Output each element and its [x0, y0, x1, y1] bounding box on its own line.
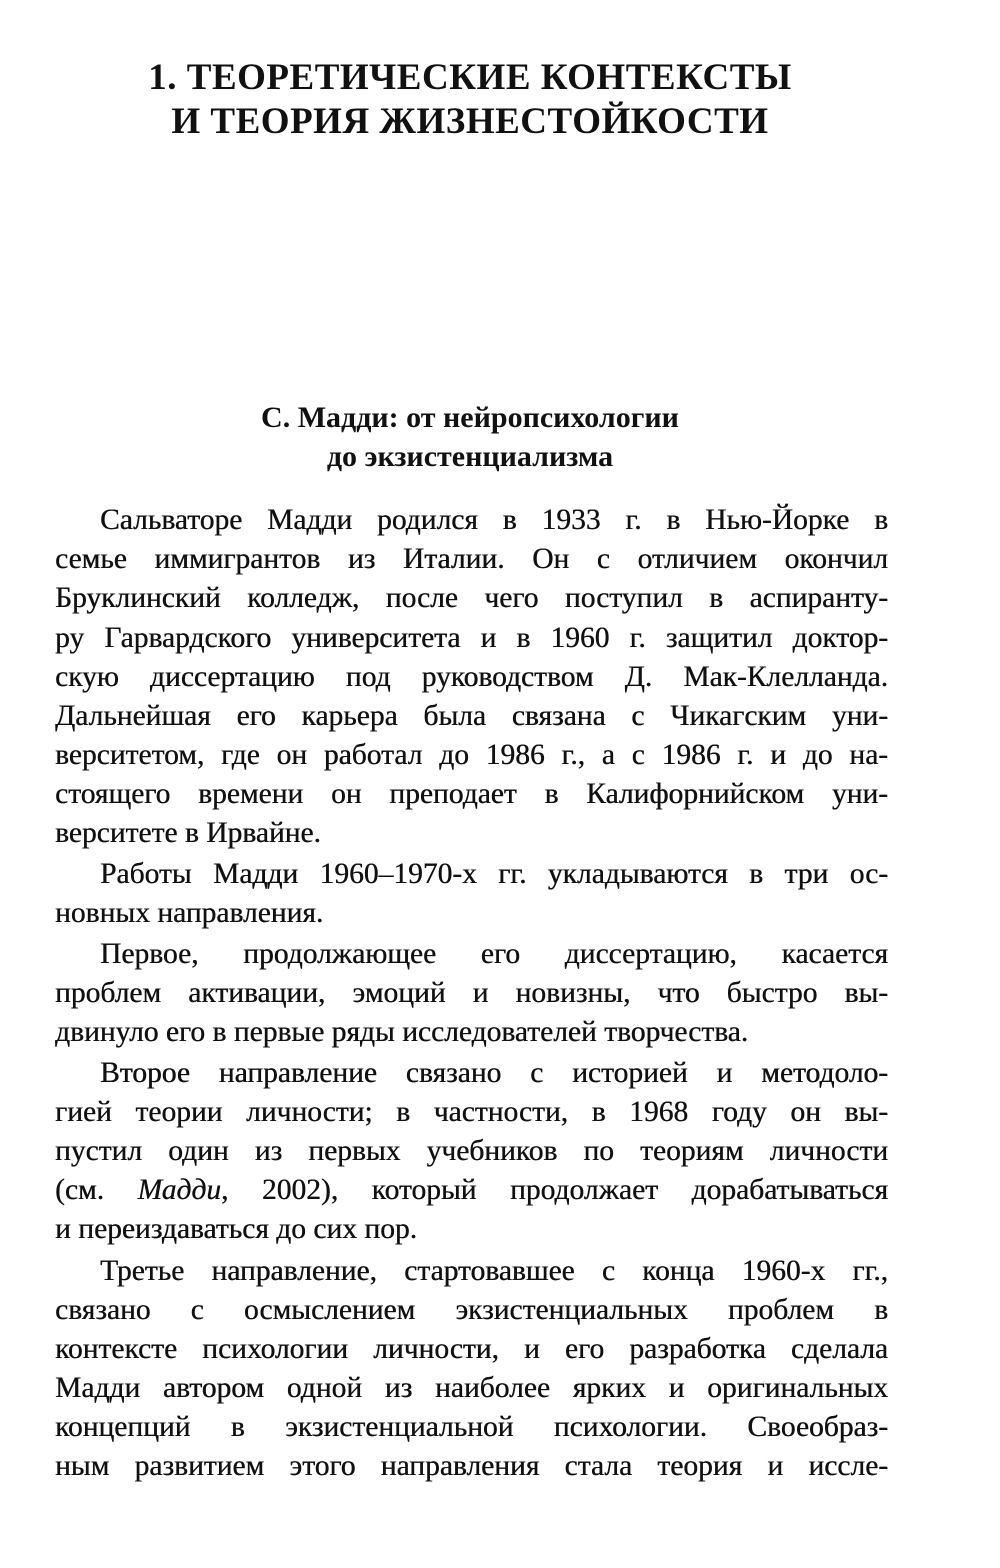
text-line: [55, 1371, 888, 1405]
text-segment: Работы Мадди 1960–1970-х гг. укладываются в три ос-: [100, 858, 888, 890]
text-segment: Мадди автором одной из наиболее ярких и оригинальных: [55, 1372, 888, 1404]
text-line: [55, 816, 888, 850]
text-line: [55, 1134, 888, 1168]
text-line: [55, 1173, 888, 1207]
chapter-title-line: 1. ТЕОРЕТИЧЕСКИЕ КОНТЕКСТЫ: [148, 57, 792, 98]
text-segment: Первое, продолжающее его диссертацию, касается: [100, 938, 888, 970]
text-line: [55, 1293, 888, 1327]
text-segment: новных направления.: [55, 897, 324, 929]
text-segment: скую диссертацию под руководством Д. Мак-Клелланда.: [55, 661, 888, 693]
text-segment: двинуло его в первые ряды исследователей творчества.: [55, 1016, 749, 1048]
text-segment: контексте психологии личности, и его разработка сделала: [55, 1333, 888, 1365]
text-line: [100, 503, 888, 537]
text-segment: (см.: [55, 1174, 138, 1206]
text-segment: пустил один из первых учебников по теориям личности: [55, 1135, 888, 1167]
text-segment: гией теории личности; в частности, в 1968 году он вы-: [55, 1096, 888, 1128]
text-line: [55, 1095, 888, 1129]
text-line: [55, 777, 888, 811]
text-segment: и переиздаваться до сих пор.: [55, 1213, 417, 1245]
text-line: [100, 1056, 888, 1090]
text-segment: Второе направление связано с историей и методоло-: [100, 1057, 888, 1089]
text-segment: ным развитием этого направления стала теория и иссле-: [55, 1450, 888, 1482]
text-line: [55, 1015, 888, 1049]
text-segment: Бруклинский колледж, после чего поступил в аспиранту-: [55, 582, 888, 614]
text-line: [55, 1449, 888, 1483]
text-line: [100, 1254, 888, 1288]
text-line: [55, 1410, 888, 1444]
section-title-line: С. Мадди: от нейропсихологии: [261, 401, 679, 434]
text-segment: , 2002), который продолжает дорабатываться: [221, 1174, 888, 1206]
text-line: [55, 1212, 888, 1246]
text-segment: Дальнейшая его карьера была связана с Чикагским уни-: [55, 700, 888, 732]
italic-citation: Мадди: [137, 1174, 221, 1206]
text-segment: семье иммигрантов из Италии. Он с отличием окончил: [55, 543, 888, 575]
text-line: [55, 621, 888, 655]
text-segment: связано с осмыслением экзистенциальных проблем в: [55, 1294, 888, 1326]
text-line: [55, 896, 888, 930]
text-segment: проблем активации, эмоций и новизны, что быстро вы-: [55, 977, 888, 1009]
text-segment: верситете в Ирвайне.: [55, 817, 321, 849]
text-line: [55, 660, 888, 694]
text-segment: Третье направление, стартовавшее с конца 1960-х гг.,: [100, 1255, 888, 1287]
text-segment: ру Гарвардского университета и в 1960 г. защитил доктор-: [55, 622, 888, 654]
section-title-line: до экзистенциализма: [326, 440, 614, 473]
chapter-title-line: И ТЕОРИЯ ЖИЗНЕСТОЙКОСТИ: [171, 101, 769, 142]
text-segment: стоящего времени он преподает в Калифорнийском уни-: [55, 778, 888, 810]
text-line: [55, 699, 888, 733]
text-segment: верситетом, где он работал до 1986 г., а с 1986 г. и до на-: [55, 739, 888, 771]
text-line: [55, 738, 888, 772]
text-line: [55, 542, 888, 576]
text-segment: концепций в экзистенциальной психологии. Своеобраз-: [55, 1411, 888, 1443]
text-line: [55, 581, 888, 615]
text-line: [55, 976, 888, 1010]
text-line: [100, 857, 888, 891]
text-segment: Сальваторе Мадди родился в 1933 г. в Нью-Йорке в: [100, 504, 888, 536]
text-line: [55, 1332, 888, 1366]
text-line: [100, 937, 888, 971]
